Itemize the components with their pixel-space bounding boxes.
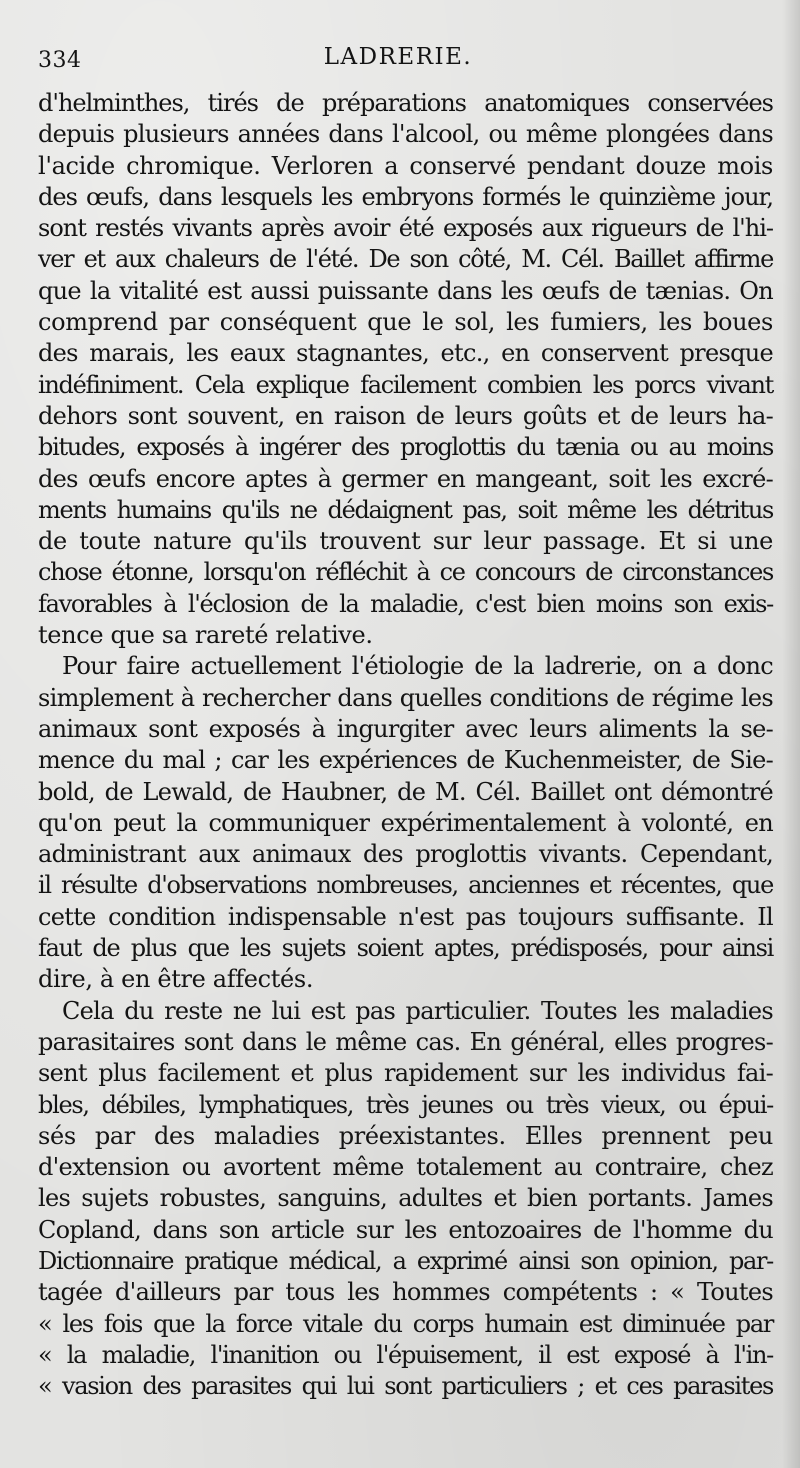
- text-line: comprend par conséquent que le sol, les fumiers, les boues: [38, 308, 773, 337]
- text-line: il résulte d'observations nombreuses, anciennes et récentes, que: [38, 871, 773, 900]
- text-line: des marais, les eaux stagnantes, etc., en conservent presque: [38, 339, 773, 368]
- text-line: que la vitalité est aussi puissante dans les œufs de tænias. On: [38, 276, 773, 305]
- text-line: « vasion des parasites qui lui sont particuliers ; et ces parasites: [38, 1372, 773, 1401]
- text-line: « la maladie, l'inanition ou l'épuisement, il est exposé à l'in-: [38, 1340, 773, 1369]
- text-line: tagée d'ailleurs par tous les hommes compétents : « Toutes: [38, 1278, 773, 1307]
- text-line: « les fois que la force vitale du corps humain est diminuée par: [38, 1309, 773, 1338]
- text-line: dire, à en être affectés.: [38, 965, 314, 994]
- text-line: bles, débiles, lymphatiques, très jeunes ou très vieux, ou épui-: [38, 1090, 773, 1119]
- text-line: l'acide chromique. Verloren a conservé pendant douze mois: [38, 151, 773, 180]
- text-line: bold, de Lewald, de Haubner, de M. Cél. Baillet ont démontré: [38, 777, 773, 806]
- text-line: des œufs encore aptes à germer en mangeant, soit les excré-: [38, 464, 773, 493]
- text-line: d'helminthes, tirés de préparations anatomiques conservées: [38, 89, 773, 117]
- page-number: 334: [38, 48, 82, 73]
- text-line: qu'on peut la communiquer expérimentalement à volonté, en: [38, 808, 773, 837]
- text-line: Copland, dans son article sur les entozoaires de l'homme du: [38, 1215, 773, 1244]
- text-line: tence que sa rareté relative.: [38, 621, 373, 650]
- text-line: les sujets robustes, sanguins, adultes et bien portants. James: [38, 1184, 773, 1213]
- page-header: [38, 40, 758, 80]
- text-line: dehors sont souvent, en raison de leurs goûts et de leurs ha-: [38, 401, 773, 430]
- text-line: d'extension ou avortent même totalement au contraire, chez: [38, 1153, 773, 1182]
- text-line: parasitaires sont dans le même cas. En général, elles progres-: [38, 1027, 773, 1056]
- text-line: mence du mal ; car les expériences de Kuchenmeister, de Sie-: [38, 746, 773, 775]
- text-line: de toute nature qu'ils trouvent sur leur passage. Et si une: [38, 527, 773, 556]
- text-line: sent plus facilement et plus rapidement sur les individus fai-: [38, 1059, 773, 1088]
- text-line: Dictionnaire pratique médical, a exprimé ainsi son opinion, par-: [38, 1246, 773, 1275]
- text-line: chose étonne, lorsqu'on réfléchit à ce concours de circonstances: [38, 558, 773, 587]
- text-line: Cela du reste ne lui est pas particulier. Toutes les maladies: [62, 996, 773, 1025]
- text-line: simplement à rechercher dans quelles conditions de régime les: [38, 683, 773, 712]
- body-text: [38, 88, 773, 1402]
- text-line: favorables à l'éclosion de la maladie, c'est bien moins son exis-: [38, 589, 773, 618]
- text-line: des œufs, dans lesquels les embryons formés le quinzième jour,: [38, 182, 773, 211]
- text-line: Pour faire actuellement l'étiologie de la ladrerie, on a donc: [62, 652, 773, 681]
- text-line: sont restés vivants après avoir été exposés aux rigueurs de l'hi-: [38, 214, 773, 243]
- text-line: ver et aux chaleurs de l'été. De son côté, M. Cél. Baillet affirme: [38, 245, 773, 274]
- text-line: faut de plus que les sujets soient aptes, prédisposés, pour ainsi: [38, 934, 773, 963]
- text-line: depuis plusieurs années dans l'alcool, ou même plongées dans: [38, 120, 773, 149]
- running-title: LADRERIE.: [323, 44, 473, 70]
- text-line: ments humains qu'ils ne dédaignent pas, soit même les détritus: [38, 495, 773, 524]
- text-line: sés par des maladies préexistantes. Elles prennent peu: [38, 1121, 773, 1150]
- text-line: indéfiniment. Cela explique facilement combien les porcs vivant: [38, 370, 773, 399]
- text-line: bitudes, exposés à ingérer des proglottis du tænia ou au moins: [38, 433, 773, 462]
- text-line: animaux sont exposés à ingurgiter avec leurs aliments la se-: [38, 714, 773, 743]
- text-line: administrant aux animaux des proglottis vivants. Cependant,: [38, 840, 773, 869]
- text-line: cette condition indispensable n'est pas toujours suffisante. Il: [38, 902, 773, 931]
